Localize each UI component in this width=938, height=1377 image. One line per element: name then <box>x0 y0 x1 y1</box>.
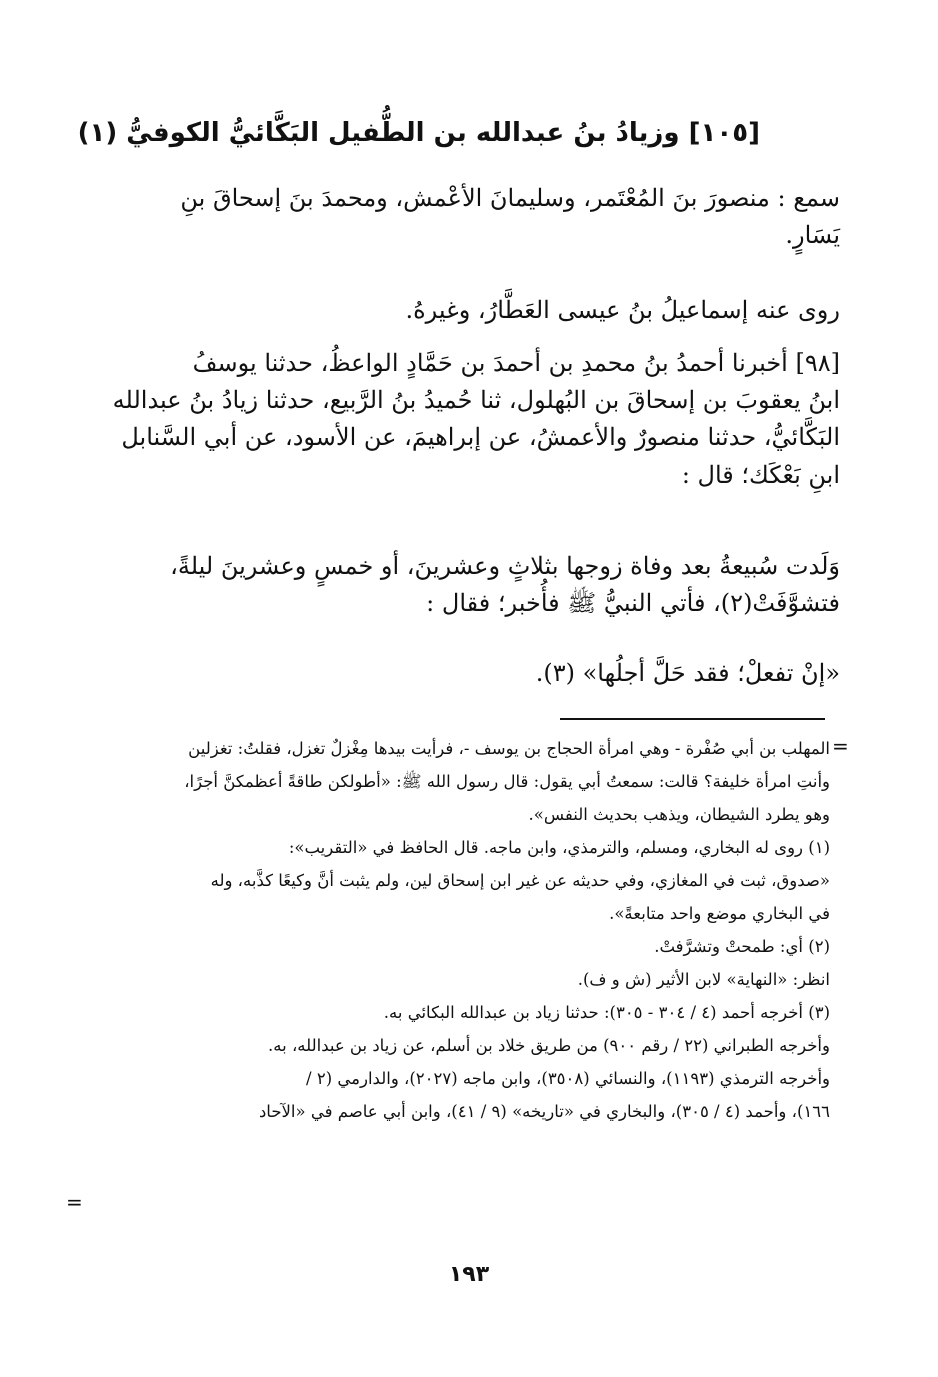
note3-line4: ١٦٦)، وأحمد (٤ / ٣٠٥)، والبخاري في «تاريخه» (٩ / ٤١)، وابن أبي عاصم في «الآحاد <box>258 1102 830 1121</box>
continues-mark: = <box>66 1190 83 1214</box>
note-cont-line3: وهو يطرد الشيطان، ويذهب بحديث النفس». <box>528 805 830 824</box>
note2-line1: (٢) أي: طمحتْ وتشرَّفتْ. <box>654 937 830 956</box>
matn-paragraph <box>110 548 840 622</box>
note1-line3: في البخاري موضع واحد متابعةً». <box>609 904 830 923</box>
note1-line1: (١) روى له البخاري، ومسلم، والترمذي، وابن ماجه. قال الحافظ في «التقريب»: <box>288 838 830 857</box>
note2-line2: انظر: «النهاية» لابن الأثير (ش و ف). <box>577 970 830 989</box>
footnote-divider <box>560 718 825 720</box>
note3-line1: (٣) أخرجه أحمد (٤ / ٣٠٤ - ٣٠٥): حدثنا زياد بن عبدالله البكائي به. <box>383 1003 830 1022</box>
page-number: ١٩٣ <box>448 1262 490 1287</box>
note-cont-line2: وأنتِ امرأة خليفة؟ قالت: سمعتُ أبي يقول: قال رسول الله ﷺ: «أطولكن طاقةً أعظمكنَّ أجرًا، <box>184 772 830 791</box>
main-text <box>110 180 840 254</box>
isnad-paragraph <box>110 345 840 494</box>
note3-line2: وأخرجه الطبراني (٢٢ / رقم ٩٠٠) من طريق خلاد بن أسلم، عن زياد بن عبدالله، به. <box>268 1036 830 1055</box>
p3-line4: ابنِ بَعْكَك؛ قال : <box>681 460 840 489</box>
note1-line2: «صدوق، ثبت في المغازي، وفي حديثه عن غير ابن إسحاق لين، ولم يثبت أنَّ وكيعًا كذَّبه، وله <box>210 871 830 890</box>
p1-line2: يَسَارٍ. <box>785 221 840 250</box>
p5: «إنْ تفعلْ؛ فقد حَلَّ أجلُها» (٣). <box>535 659 840 687</box>
narrators-paragraph <box>110 292 840 329</box>
p1-line1: سمع : منصورَ بنَ المُعْتَمر، وسليمانَ الأعْمش، ومحمدَ بنَ إسحاقَ بنِ <box>180 184 840 212</box>
note-cont-line1: المهلب بن أبي صُفْرة - وهي امرأة الحجاج بن يوسف -، فرأيت بيدها مِغْزلٌ تغزل، فقلتُ: تغزلين <box>188 739 830 758</box>
footnotes <box>100 732 830 1128</box>
p2: روى عنه إسماعيلُ بنُ عيسى العَطَّارُ، وغيرهُ. <box>405 296 840 324</box>
p3-line2: ابنُ يعقوبَ بن إسحاقَ بن البُهلول، ثنا حُميدُ بنُ الرَّبيع، حدثنا زيادُ بنُ عبدالله <box>112 386 840 415</box>
hadith-quote <box>110 655 840 692</box>
note3-line3: وأخرجه الترمذي (١١٩٣)، والنسائي (٣٥٠٨)، وابن ماجه (٢٠٢٧)، والدارمي (٢ / <box>306 1069 830 1088</box>
p4-line2: فتشوَّفَتْ(٢)، فأتي النبيُّ ﷺ فأُخبر؛ فقال : <box>426 589 840 618</box>
p4-line1: وَلَدت سُبيعةُ بعد وفاة زوجها بثلاثٍ وعشرينَ، أو خمسٍ وعشرينَ ليلةً، <box>170 552 840 580</box>
entry-heading: [١٠٥] وزيادُ بنُ عبدالله بن الطُّفيل البَكَّائيُّ الكوفيُّ (١) <box>77 118 760 148</box>
continued-mark: = <box>832 734 849 758</box>
p3-line3: البَكَّائيُّ، حدثنا منصورٌ والأعمشُ، عن إبراهيمَ، عن الأسود، عن أبي السَّنابل <box>121 423 840 452</box>
p3-line1: [٩٨] أخبرنا أحمدُ بنُ محمدِ بن أحمدَ بن حَمَّادٍ الواعظُ، حدثنا يوسفُ <box>192 349 840 377</box>
